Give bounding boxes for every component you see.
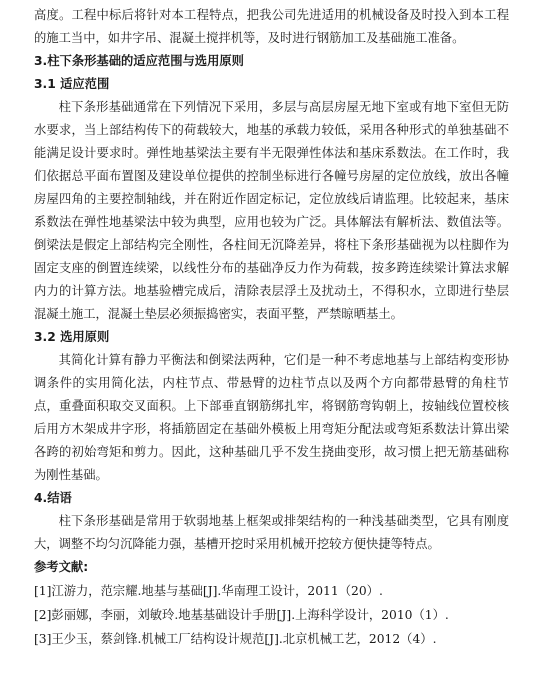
section-3-heading: 3.柱下条形基础的适应范围与选用原则 — [34, 54, 244, 68]
references-heading: 参考文献: — [34, 560, 89, 574]
section-3-2-heading: 3.2 选用原则 — [34, 330, 110, 344]
intro-paragraph: 高度。工程中标后将针对本工程特点，把我公司先进适用的机械设备及时投入到本工程的施工当中，如井字吊、混凝土搅拌机等，及时进行钢筋加工及基础施工准备。 — [34, 8, 509, 45]
section-3-1-heading: 3.1 适应范围 — [34, 77, 110, 91]
reference-item-3: [3]王少玉，蔡剑锋.机械工厂结构设计规范[J].北京机械工艺，2012（4）. — [34, 632, 437, 646]
reference-item-1: [1]江游力，范宗耀.地基与基础[J].华南理工设计，2011（20）. — [34, 584, 383, 598]
section-3-1-paragraph: 柱下条形基础通常在下列情况下采用，多层与高层房屋无地下室或有地下室但无防水要求，当上部结构传下的荷载较大，地基的承载力较低，采用各种形式的单独基础不能满足设计要求时。弹性地基梁法主要有半无限弹性体法和基床系数法。在工作时，我们依据总平面布置图及建设单位提供的控制坐标进行各幢号房屋的定位放线，放出各幢房屋四角的主要控制轴线，并在附近作固定标记，定位放线后请监理。比较起来，基床系数法在弹性地基梁法中较为典型，应用也较为广泛。具体解法有解析法、数值法等。倒梁法是假定上部结构完全刚性，各柱间无沉降差异，将柱下条形基础视为以柱脚作为固定支座的倒置连续梁，以线性分布的基础净反力作为荷载，按多跨连续梁计算法求解内力的计算方法。地基验槽完成后，清除表层浮土及扰动土，不得积水，立即进行垫层混凝土施工，混凝土垫层必须振捣密实，表面平整，严禁晾晒基土。 — [34, 100, 509, 321]
section-4-paragraph: 柱下条形基础是常用于软弱地基上框架或排架结构的一种浅基础类型，它具有刚度大，调整不均匀沉降能力强，基槽开挖时采用机械开挖较方便快捷等特点。 — [34, 514, 509, 551]
section-3-2-paragraph: 其简化计算有静力平衡法和倒梁法两种，它们是一种不考虑地基与上部结构变形协调条件的实用简化法，内柱节点、带悬臂的边柱节点以及两个方向都带悬臂的角柱节点，重叠面积取交叉面积。上下部垂直钢筋绑扎牢，将钢筋弯钩朝上，按轴线位置校核后用方木架成井字形，将插筋固定在基础外模板上用弯矩分配法或弯矩系数法计算出梁各跨的初始弯矩和剪力。因此，这种基础几乎不发生挠曲变形，故习惯上把无筋基础称为刚性基础。 — [34, 353, 509, 482]
section-4-heading: 4.结语 — [34, 491, 72, 505]
reference-item-2: [2]彭丽娜，李丽，刘敏玲.地基基础设计手册[J].上海科学设计，2010（1）. — [34, 608, 449, 622]
